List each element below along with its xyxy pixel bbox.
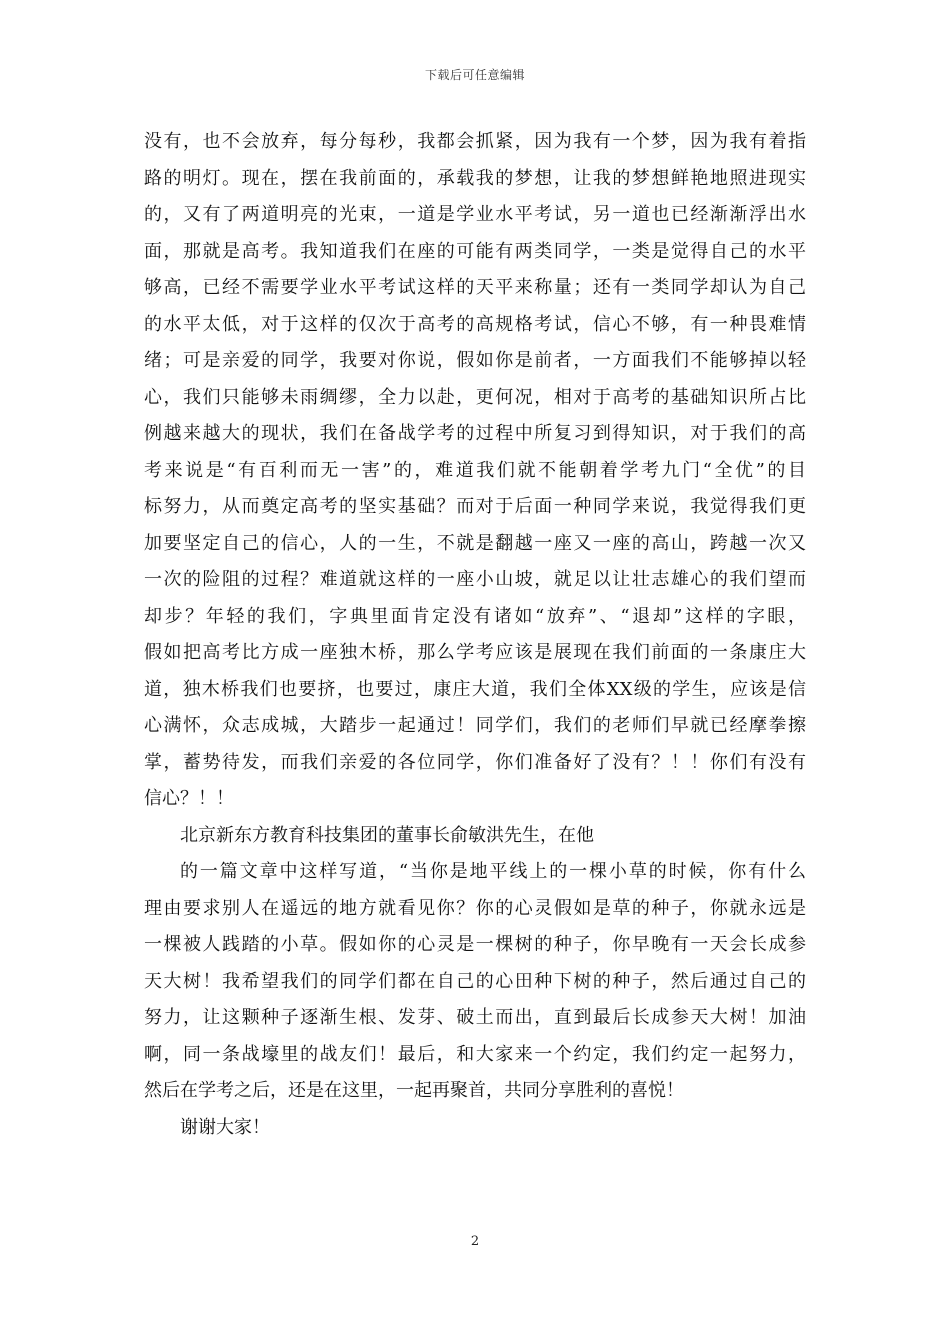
text-line: 一棵被人践踏的小草。假如你的心灵是一棵树的种子，你早晚有一天会长成参 xyxy=(144,934,806,955)
text-line: 谢谢大家！ xyxy=(180,1116,270,1138)
page-header: 下载后可任意编辑 xyxy=(424,68,525,82)
text-line: 没有，也不会放弃，每分每秒，我都会抓紧，因为我有一个梦，因为我有着指 xyxy=(144,131,806,152)
text-line: 心，我们只能够未雨绸缪，全力以赴，更何况，相对于高考的基础知识所占比 xyxy=(144,386,806,408)
text-line: 道，独木桥我们也要挤，也要过，康庄大道，我们全体XX级的学生，应该是信 xyxy=(144,678,806,700)
text-line: 信心？！！ xyxy=(144,788,234,809)
text-line: 标努力，从而奠定高考的坚实基础？而对于后面一种同学来说，我觉得我们更 xyxy=(144,496,806,517)
text-line: 假如把高考比方成一座独木桥，那么学考应该是展现在我们前面的一条康庄大 xyxy=(144,642,806,663)
text-line: 啊，同一条战壕里的战友们！最后，和大家来一个约定，我们约定一起努力， xyxy=(144,1043,806,1065)
text-line: 加要坚定自己的信心，人的一生，不就是翻越一座又一座的高山，跨越一次又 xyxy=(144,532,806,554)
text-line: 的水平太低，对于这样的仅次于高考的高规格考试，信心不够，有一种畏难情 xyxy=(144,313,806,335)
text-line: 面，那就是高考。我知道我们在座的可能有两类同学，一类是觉得自己的水平 xyxy=(144,240,806,262)
text-line: 考来说是“有百利而无一害”的，难道我们就不能朝着学考九门“全优”的目 xyxy=(144,459,806,481)
text-line: 的一篇文章中这样写道，“当你是地平线上的一棵小草的时候，你有什么 xyxy=(180,861,806,882)
text-line: 天大树！我希望我们的同学们都在自己的心田种下树的种子，然后通过自己的 xyxy=(144,970,806,992)
text-line: 却步？年轻的我们，字典里面肯定没有诸如“放弃”、“退却”这样的字眼， xyxy=(144,605,806,627)
text-line: 心满怀，众志成城，大踏步一起通过！同学们，我们的老师们早就已经摩拳擦 xyxy=(144,715,806,736)
text-line: 的，又有了两道明亮的光束，一道是学业水平考试，另一道也已经渐渐浮出水 xyxy=(144,204,806,225)
text-line: 路的明灯。现在，摆在我前面的，承载我的梦想，让我的梦想鲜艳地照进现实 xyxy=(144,167,806,189)
text-line: 北京新东方教育科技集团的董事长俞敏洪先生，在他 xyxy=(180,824,594,846)
page-number: 2 xyxy=(470,1234,480,1249)
text-line: 理由要求别人在遥远的地方就看见你？你的心灵假如是草的种子，你就永远是 xyxy=(144,897,806,919)
text-line: 努力，让这颗种子逐渐生根、发芽、破土而出，直到最后长成参天大树！加油 xyxy=(144,1007,806,1028)
document-body xyxy=(144,124,806,1146)
text-line: 够高，已经不需要学业水平考试这样的天平来称量；还有一类同学却认为自己 xyxy=(144,277,806,298)
text-line: 然后在学考之后，还是在这里，一起再聚首，共同分享胜利的喜悦！ xyxy=(144,1080,684,1101)
text-line: 绪；可是亲爱的同学，我要对你说，假如你是前者，一方面我们不能够掉以轻 xyxy=(144,350,806,371)
text-line: 例越来越大的现状，我们在备战学考的过程中所复习到得知识，对于我们的高 xyxy=(144,423,806,444)
text-line: 一次的险阻的过程？难道就这样的一座小山坡，就足以让壮志雄心的我们望而 xyxy=(144,569,806,590)
text-line: 掌，蓄势待发，而我们亲爱的各位同学，你们准备好了没有？！！你们有没有 xyxy=(144,751,806,773)
